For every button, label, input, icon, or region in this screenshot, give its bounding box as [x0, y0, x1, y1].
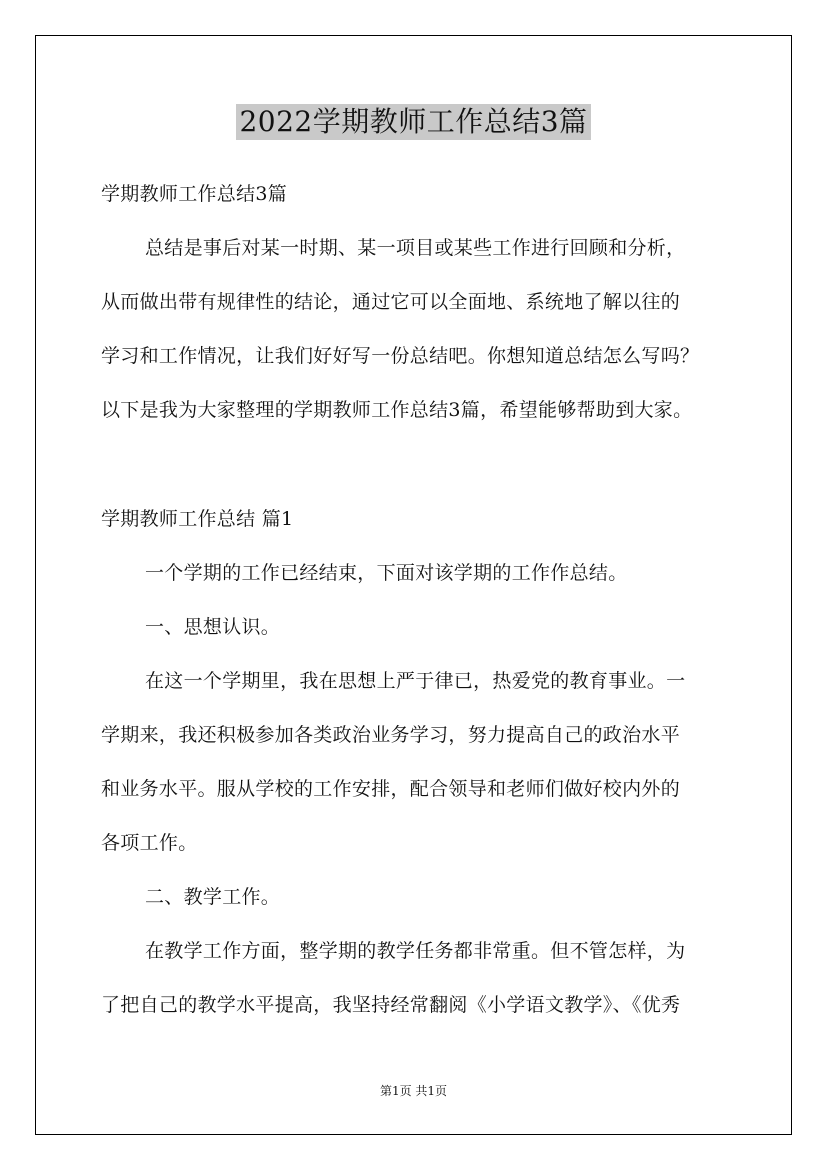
- paragraph-line: 各项工作。: [101, 832, 198, 854]
- subheading-teaching: 二、教学工作。: [145, 886, 281, 908]
- intro-line: 从而做出带有规律性的结论，通过它可以全面地、系统地了解以往的: [101, 291, 681, 313]
- subheading-thinking: 一、思想认识。: [145, 616, 281, 638]
- paragraph-line: 学期来，我还积极参加各类政治业务学习，努力提高自己的政治水平: [101, 724, 681, 746]
- document-title: 2022学期教师工作总结3篇: [236, 104, 590, 140]
- section-heading: 学期教师工作总结 篇1: [101, 508, 294, 530]
- title-container: [0, 104, 827, 140]
- paragraph-line: 在这一个学期里，我在思想上严于律已，热爱党的教育事业。一: [145, 670, 686, 692]
- intro-line: 总结是事后对某一时期、某一项目或某些工作进行回顾和分析，: [145, 237, 686, 259]
- section-intro: 一个学期的工作已经结束，下面对该学期的工作作总结。: [145, 562, 628, 584]
- paragraph-line: 了把自己的教学水平提高，我坚持经常翻阅《小学语文教学》、《优秀: [101, 994, 681, 1016]
- paragraph-line: 和业务水平。服从学校的工作安排，配合领导和老师们做好校内外的: [101, 778, 681, 800]
- page-footer: 第1页 共1页: [379, 1084, 448, 1098]
- document-subtitle: 学期教师工作总结3篇: [101, 183, 288, 205]
- intro-line: 学习和工作情况，让我们好好写一份总结吧。你想知道总结怎么写吗？: [101, 345, 700, 367]
- intro-line: 以下是我为大家整理的学期教师工作总结3篇，希望能够帮助到大家。: [101, 399, 693, 421]
- paragraph-line: 在教学工作方面，整学期的教学任务都非常重。但不管怎样，为: [145, 940, 686, 962]
